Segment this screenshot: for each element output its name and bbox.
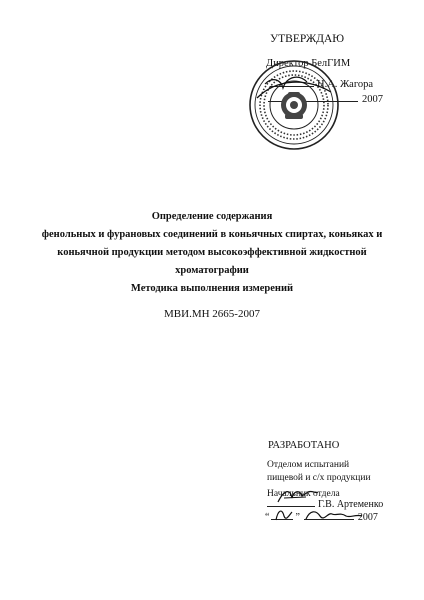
developer-position: Начальник отдела: [267, 489, 340, 499]
approval-position: Директор БелГИМ: [266, 58, 351, 69]
handwritten-date-entry: [270, 504, 366, 526]
date-open-quote: “: [265, 512, 270, 523]
approval-year: 2007: [362, 94, 383, 105]
document-code: МВИ.МН 2665-2007: [164, 308, 260, 320]
developer-name: Г.В. Артеменко: [318, 499, 384, 510]
developer-department-line-1: Отделом испытаний: [267, 460, 350, 470]
developer-department-line-2: пищевой и с/х продукции: [267, 473, 371, 483]
approval-title: УТВЕРЖДАЮ: [270, 33, 345, 45]
document-title-line-4: хроматографии: [175, 265, 249, 276]
date-close-quote: ”: [295, 512, 300, 523]
document-title-line-1: Определение содержания: [151, 211, 273, 222]
official-seal-stamp: [247, 58, 341, 152]
handwritten-signature-developer: [276, 486, 320, 506]
document-subtitle: Методика выполнения измерений: [130, 283, 294, 294]
document-title-line-2: фенольных и фурановых соединений в коньячных спиртах, коньяках и: [41, 229, 383, 240]
developer-year: 2007: [357, 512, 378, 523]
developer-title: РАЗРАБОТАНО: [268, 440, 340, 451]
approval-name: Н.А. Жагора: [317, 79, 374, 90]
document-title-line-3: коньячной продукции методом высокоэффективной жидкостной: [57, 247, 367, 258]
